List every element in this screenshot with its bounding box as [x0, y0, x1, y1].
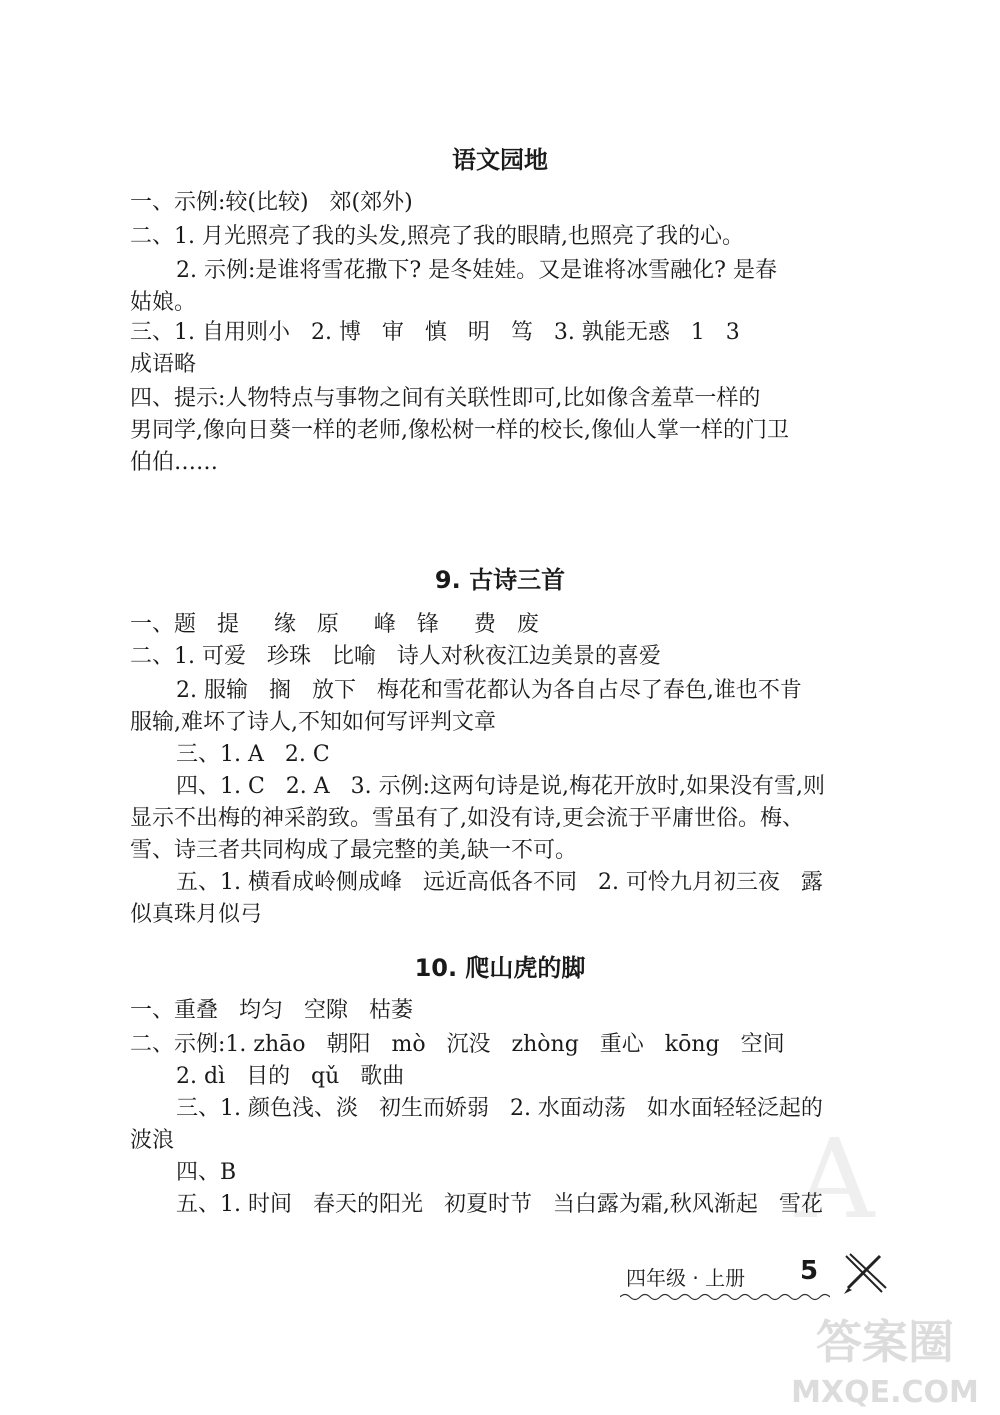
- answer-line: 成语略: [130, 352, 197, 377]
- answer-line: 三、1. 自用则小 2. 博 审 慎 明 笃 3. 孰能无惑 1 3: [130, 320, 740, 345]
- answer-line: 二、1. 月光照亮了我的头发,照亮了我的眼睛,也照亮了我的心。: [130, 224, 744, 249]
- answer-line: 四、1. C 2. A 3. 示例:这两句诗是说,梅花开放时,如果没有雪,则: [176, 774, 826, 799]
- pencil-ruler-icon: [840, 1248, 890, 1298]
- answer-line: 雪、诗三者共同构成了最完整的美,缺一不可。: [130, 838, 577, 863]
- page-number: 5: [800, 1256, 819, 1286]
- lesson-title-10: 10. 爬山虎的脚: [414, 954, 586, 982]
- answer-line: 四、提示:人物特点与事物之间有关联性即可,比如像含羞草一样的: [130, 386, 761, 411]
- answer-line: 波浪: [130, 1128, 175, 1153]
- answer-line: 显示不出梅的神采韵致。雪虽有了,如没有诗,更会流于平庸世俗。梅、: [130, 806, 804, 831]
- answer-line: 三、1. 颜色浅、淡 初生而娇弱 2. 水面动荡 如水面轻轻泛起的: [176, 1096, 823, 1121]
- answer-line: 一、重叠 均匀 空隙 枯萎: [130, 998, 413, 1023]
- answer-line: 2. 服输 搁 放下 梅花和雪花都认为各自占尽了春色,谁也不肯: [176, 678, 802, 703]
- answer-line: 二、示例:1. zhāo 朝阳 mò 沉没 zhòng 重心 kōng 空间: [130, 1032, 785, 1057]
- answer-line: 四、B: [176, 1160, 237, 1185]
- answer-line: 一、题 提 缘 原 峰 锋 费 废: [130, 612, 539, 637]
- watermark-logo: [790, 1310, 980, 1410]
- background-letter-a: A: [795, 1115, 875, 1243]
- section-title-yuwen: 语文园地: [452, 146, 548, 174]
- lesson-title-9: 9. 古诗三首: [434, 566, 566, 594]
- answer-line: 2. dì 目的 qǔ 歌曲: [176, 1064, 405, 1089]
- answer-line: 2. 示例:是谁将雪花撒下? 是冬娃娃。又是谁将冰雪融化? 是春: [176, 258, 777, 283]
- answer-line: 男同学,像向日葵一样的老师,像松树一样的校长,像仙人掌一样的门卫: [130, 418, 789, 443]
- answer-line: 五、1. 时间 春天的阳光 初夏时节 当白露为霜,秋风渐起 雪花: [176, 1192, 823, 1217]
- footer-grade: 四年级 · 上册: [626, 1266, 746, 1290]
- answer-line: 伯伯……: [130, 450, 219, 475]
- answer-line: 似真珠月似弓: [130, 902, 263, 927]
- watermark-bottom: MXQE.COM: [791, 1375, 979, 1410]
- watermark-top: 答案圈: [816, 1315, 954, 1369]
- answer-line: 服输,难坏了诗人,不知如何写评判文章: [130, 710, 496, 735]
- answer-line: 三、1. A 2. C: [176, 742, 330, 767]
- answer-line: 姑娘。: [130, 290, 197, 315]
- answer-line: 一、示例:较(比较) 郊(郊外): [130, 190, 413, 215]
- answer-line: 五、1. 横看成岭侧成峰 远近高低各不同 2. 可怜九月初三夜 露: [176, 870, 823, 895]
- answer-line: 二、1. 可爱 珍珠 比喻 诗人对秋夜江边美景的喜爱: [130, 644, 661, 669]
- wavy-underline: [620, 1292, 830, 1302]
